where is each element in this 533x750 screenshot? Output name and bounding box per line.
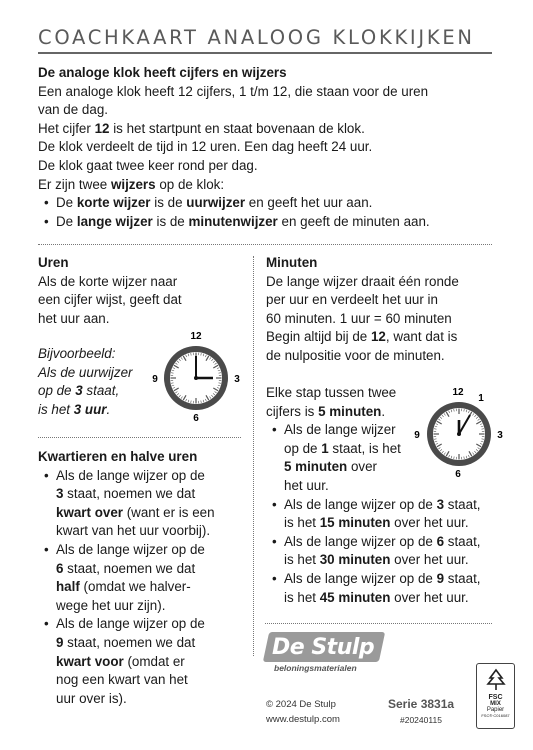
section-divider <box>265 623 492 624</box>
kwartier-line: • Als de lange wijzer op de <box>38 615 215 634</box>
minuten-line: • Als de lange wijzer op de 9 staat, <box>266 570 481 589</box>
example-line: Bijvoorbeeld: <box>38 346 116 361</box>
kwartier-line: • Als de lange wijzer op de <box>38 467 215 486</box>
kwartier-line: kwart over (want er is een <box>56 504 215 520</box>
minuten-line: 5 minuten over <box>284 459 378 475</box>
minuten-line: per uur en verdeelt het uur in <box>266 292 438 308</box>
kwartier-line: 9 staat, noemen we dat <box>56 634 196 650</box>
fsc-paper: Papier <box>486 707 505 713</box>
minuten-line: is het 15 minuten over het uur. <box>284 515 469 531</box>
example-line: op de 3 staat, <box>38 383 120 399</box>
kwartier-line: nog een kwart van het <box>56 672 188 688</box>
copyright: © 2024 De Stulp <box>266 699 336 710</box>
clock-5-minutes <box>412 382 508 480</box>
minuten-line: De lange wijzer draait één ronde <box>266 273 459 289</box>
minuten-line: is het 30 minuten over het uur. <box>284 552 469 568</box>
clock-number-9: 9 <box>152 374 158 385</box>
kwartier-line: 3 staat, noemen we dat <box>56 486 196 502</box>
brand-name: De Stulp <box>272 635 375 660</box>
section-divider <box>38 437 241 438</box>
kwartier-line: half (omdat we halver- <box>56 579 191 595</box>
kwartier-line: 6 staat, noemen we dat <box>56 560 196 576</box>
intro-line: De klok verdeelt de tijd in 12 uren. Een dag heeft 24 uur. <box>38 139 373 155</box>
kwartier-line: • Als de lange wijzer op de <box>38 541 215 560</box>
minuten-line: • Als de lange wijzer op de 6 staat, <box>266 533 481 552</box>
kwartier-line: kwart van het uur voorbij). <box>56 523 211 539</box>
fsc-mix: MIX <box>490 701 501 707</box>
clock-number-12: 12 <box>452 387 464 398</box>
minuten-section <box>266 254 459 366</box>
kwartier-heading: Kwartieren en halve uren <box>38 449 198 464</box>
clock-number-12: 12 <box>190 331 202 342</box>
minuten-line: het uur. <box>284 477 329 493</box>
title-underline <box>38 52 492 54</box>
clock-3-oclock <box>150 326 246 424</box>
series-label: Serie 3831a <box>388 697 455 711</box>
fsc-code: FSC® C016087 <box>481 713 510 718</box>
clock-number-1: 1 <box>478 393 484 404</box>
kwartier-section <box>38 448 215 708</box>
minuten-line: 60 minuten. 1 uur = 60 minuten <box>266 310 452 326</box>
minuten-line: is het 45 minuten over het uur. <box>284 589 469 605</box>
page-title: COACHKAART ANALOOG KLOKKIJKEN <box>38 26 475 49</box>
kwartier-line: kwart voor (omdat er <box>56 653 185 669</box>
print-code: #20240115 <box>400 715 442 725</box>
intro-line: De klok gaat twee keer rond per dag. <box>38 157 258 173</box>
fsc-text: FSC <box>488 694 503 701</box>
example-line: Als de uurwijzer <box>38 364 133 380</box>
uren-line: het uur aan. <box>38 310 110 326</box>
tree-icon <box>483 668 509 692</box>
minuten-line: • Als de lange wijzer op de 3 staat, <box>266 496 481 515</box>
kwartier-line: wege het uur zijn). <box>56 597 166 613</box>
intro-line: Er zijn twee wijzers op de klok: <box>38 176 225 192</box>
intro-heading: De analoge klok heeft cijfers en wijzers <box>38 65 287 80</box>
minuten-line: Elke stap tussen twee <box>266 385 397 400</box>
intro-bullet: • De korte wijzer is de uurwijzer en geeft het uur aan. <box>38 194 430 213</box>
column-divider <box>253 256 254 656</box>
clock-number-3: 3 <box>497 430 503 441</box>
uren-line: Als de korte wijzer naar <box>38 273 178 289</box>
kwartier-line: uur over is). <box>56 690 127 706</box>
brand-logo <box>266 632 384 678</box>
fsc-logo <box>476 663 515 729</box>
clock-number-6: 6 <box>455 469 461 480</box>
uren-section <box>38 254 182 328</box>
minuten-line: op de 1 staat, is het <box>284 440 401 456</box>
intro-line: Het cijfer 12 is het startpunt en staat bovenaan de klok. <box>38 120 365 136</box>
clock-number-3: 3 <box>234 374 240 385</box>
uren-heading: Uren <box>38 255 69 270</box>
brand-tagline: beloningsmaterialen <box>274 663 357 673</box>
clock-number-6: 6 <box>193 413 199 424</box>
minuten-heading: Minuten <box>266 255 318 270</box>
intro-line: Een analoge klok heeft 12 cijfers, 1 t/m 12, die staan voor de uren <box>38 83 429 99</box>
intro-line: van de dag. <box>38 102 108 118</box>
example-line: is het 3 uur. <box>38 401 111 417</box>
section-divider <box>38 244 492 245</box>
uren-example <box>38 345 133 419</box>
minuten-line: cijfers is 5 minuten. <box>266 403 386 419</box>
intro-section <box>38 64 430 231</box>
uren-line: een cijfer wijst, geeft dat <box>38 292 182 308</box>
clock-number-9: 9 <box>414 430 420 441</box>
website: www.destulp.com <box>266 714 340 725</box>
intro-bullet: • De lange wijzer is de minutenwijzer en geeft de minuten aan. <box>38 213 430 232</box>
minuten-line: Begin altijd bij de 12, want dat is <box>266 329 458 345</box>
minuten-line: de nulpositie voor de minuten. <box>266 347 445 363</box>
minuten-line: • Als de lange wijzer <box>266 421 481 440</box>
